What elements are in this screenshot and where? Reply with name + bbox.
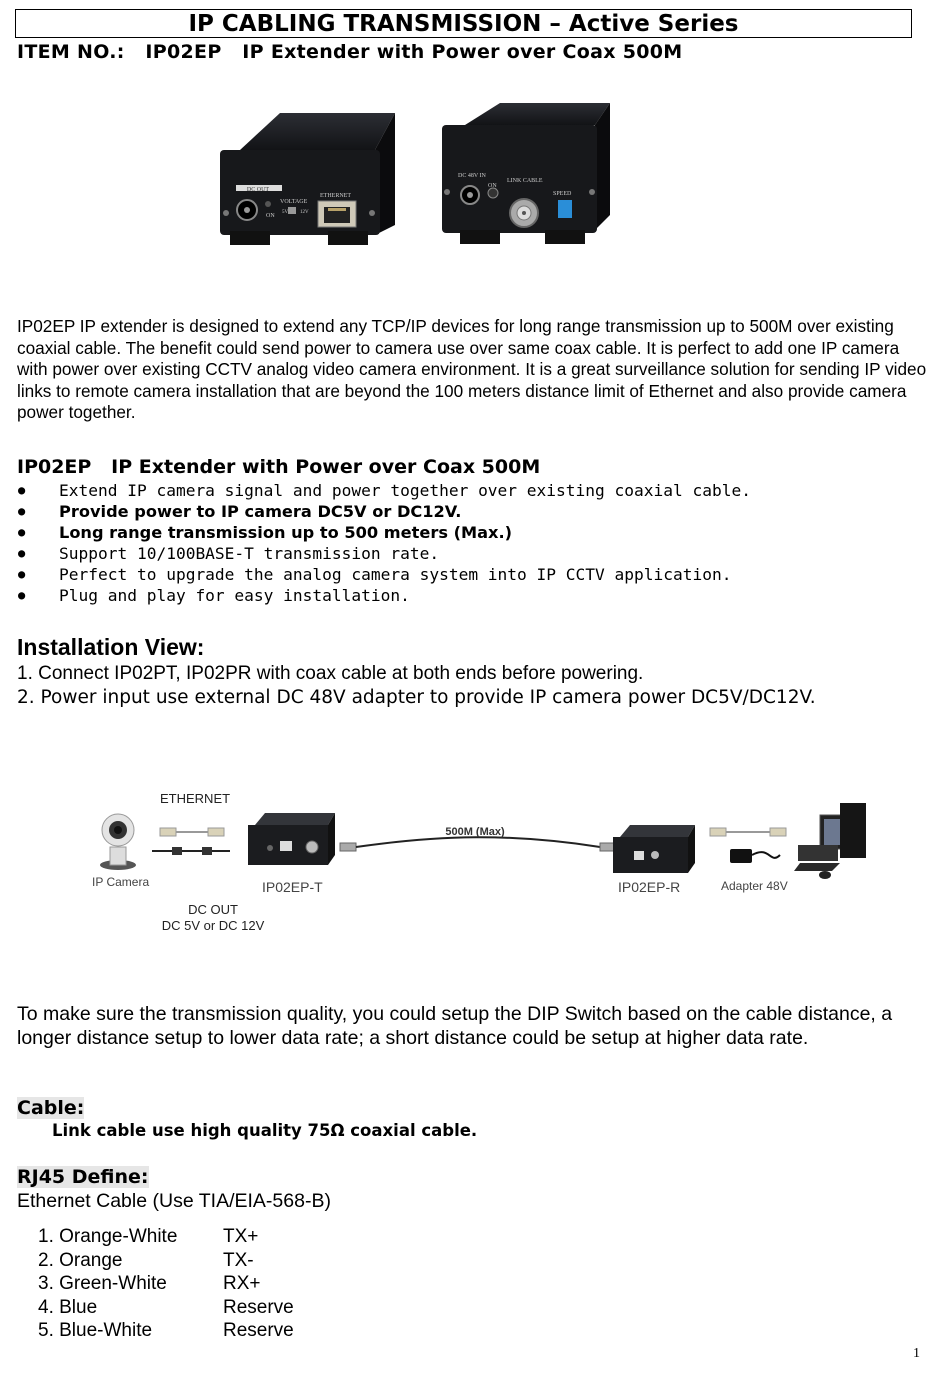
ip-camera-label: IP Camera xyxy=(92,875,150,889)
bullet-icon: ● xyxy=(18,483,26,497)
dc-out-label: DC OUT xyxy=(246,187,270,193)
receiver-device-icon xyxy=(613,825,695,873)
page-number: 1 xyxy=(913,1346,920,1361)
ethernet-port-label: ETHERNET xyxy=(320,193,351,199)
feature-item: ● Long range transmission up to 500 meters (Max.) xyxy=(18,523,513,542)
link-cable-label: LINK CABLE xyxy=(507,178,543,184)
svg-text:5V: 5V xyxy=(282,210,289,215)
bullet-icon: ● xyxy=(18,504,26,518)
installation-step-1: 1. Connect IP02PT, IP02PR with coax cable at both ends before powering. xyxy=(17,663,644,684)
cable-description: Link cable use high quality 75Ω coaxial cable. xyxy=(52,1121,478,1140)
rj45-pin-list xyxy=(38,1225,294,1343)
computer-icon xyxy=(794,803,866,879)
rj45-subtitle: Ethernet Cable (Use TIA/EIA-568-B) xyxy=(17,1190,331,1212)
intro-paragraph: IP02EP IP extender is designed to extend any TCP/IP devices for long range transmission up to 500M over existing coaxial cable. The benefit could send power to camera use over same coax cable. It is perfect to add one IP camera with power over existing CCTV analog video camera environment. It is a great surveillance solution for sending IP video links to remote camera installation that are beyond the 100 meters distance limit of Ethernet and also provide camera power together. xyxy=(17,316,927,423)
speed-label: SPEED xyxy=(553,191,572,197)
item-number: ITEM NO.: IP02EP IP Extender with Power over Coax 500M xyxy=(17,41,683,63)
installation-step-2: 2. Power input use external DC 48V adapter to provide IP camera power DC5V/DC12V. xyxy=(17,687,816,708)
bullet-icon: ● xyxy=(18,546,26,560)
bullet-icon: ● xyxy=(18,567,26,581)
feature-item: ● Provide power to IP camera DC5V or DC12V. xyxy=(18,502,462,521)
installation-heading: Installation View: xyxy=(17,634,205,660)
rj45-pin-row: 3. Green-White RX+ xyxy=(38,1273,261,1295)
rj45-cable-icon xyxy=(160,828,224,836)
cable-length-label: 500M (Max) xyxy=(445,826,505,838)
rj45-cable-icon xyxy=(710,828,786,836)
receiver-label: IP02EP-R xyxy=(618,879,681,895)
rj45-heading: RJ45 Define: xyxy=(17,1166,149,1188)
feature-item: ● Extend IP camera signal and power together over existing coaxial cable. xyxy=(18,481,751,500)
dc-out-label: DC OUT xyxy=(188,902,238,917)
bullet-icon: ● xyxy=(18,525,26,539)
dc-voltage-label: DC 5V or DC 12V xyxy=(161,918,265,933)
features-list xyxy=(17,480,751,606)
power-adapter-icon xyxy=(730,849,780,863)
transmitter-device-icon xyxy=(248,813,335,865)
transmitter-label: IP02EP-T xyxy=(262,879,323,895)
feature-item: ● Plug and play for easy installation. xyxy=(18,586,410,605)
rj45-pin-row: 5. Blue-White Reserve xyxy=(38,1320,294,1342)
feature-item: ● Support 10/100BASE-T transmission rate. xyxy=(18,544,440,563)
ethernet-label: ETHERNET xyxy=(160,791,231,806)
rj45-pin-row: 4. Blue Reserve xyxy=(38,1296,294,1318)
product-photo xyxy=(210,95,610,255)
voltage-label: VOLTAGE xyxy=(280,199,308,205)
rj45-pin-row: 1. Orange-White TX+ xyxy=(38,1226,259,1247)
coax-cable-icon xyxy=(340,837,616,851)
bullet-icon: ● xyxy=(18,588,26,602)
ip-camera-icon xyxy=(100,814,136,870)
document-title: IP CABLING TRANSMISSION – Active Series xyxy=(15,9,912,38)
dip-switch-paragraph: To make sure the transmission quality, you could setup the DIP Switch based on the cable distance, a longer distance setup to lower data rate; a short distance could be setup at higher data rate. xyxy=(17,1003,893,1049)
rj45-pin-row: 2. Orange TX- xyxy=(38,1249,254,1271)
connection-diagram xyxy=(80,785,880,945)
dc-in-label: DC 48V IN xyxy=(458,173,486,179)
dc-cable-icon xyxy=(152,847,230,855)
transmitter-unit-photo xyxy=(220,113,395,245)
feature-item: ● Perfect to upgrade the analog camera system into IP CCTV application. xyxy=(18,565,732,584)
adapter-label: Adapter 48V xyxy=(721,879,788,893)
cable-heading: Cable: xyxy=(17,1097,85,1119)
on-label: ON xyxy=(266,213,275,219)
svg-text:ON: ON xyxy=(488,183,497,189)
svg-text:12V: 12V xyxy=(300,210,309,215)
features-title: IP02EP IP Extender with Power over Coax 500M xyxy=(17,456,541,478)
receiver-unit-photo xyxy=(442,103,610,244)
